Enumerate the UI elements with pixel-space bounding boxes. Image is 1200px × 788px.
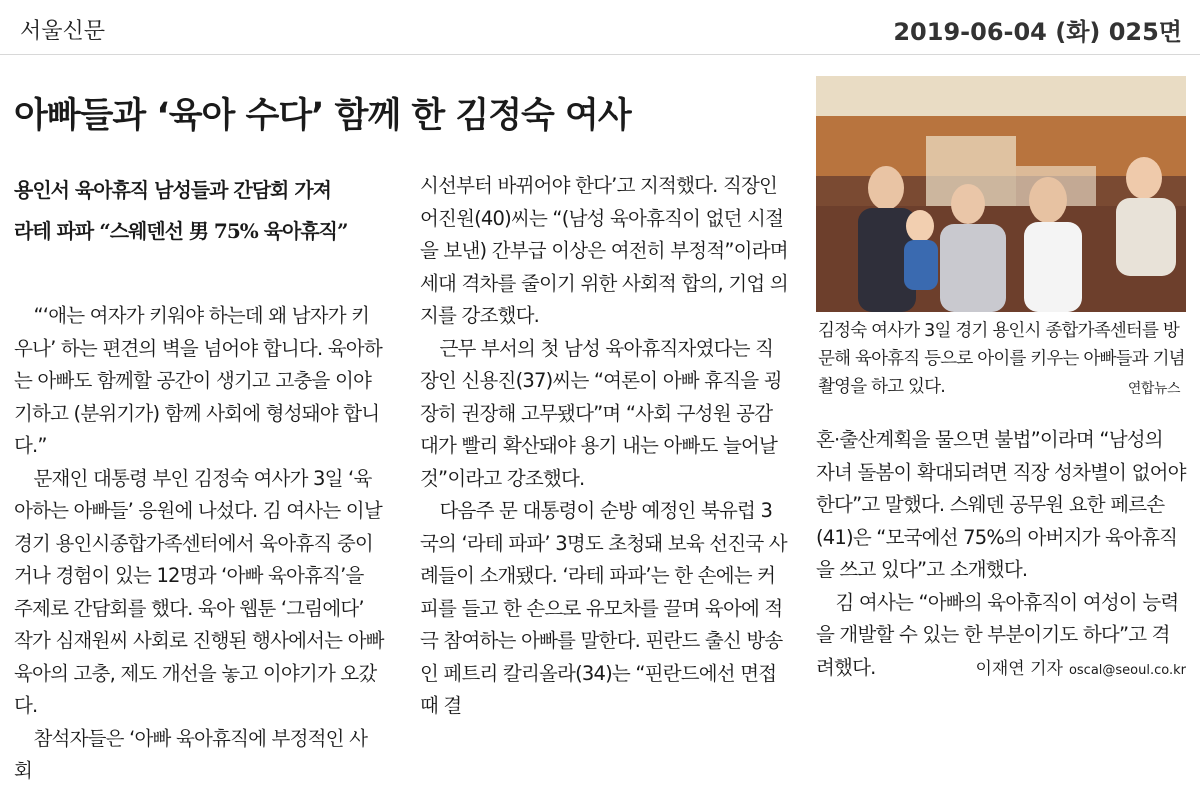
headline: 아빠들과 ‘육아 수다’ 함께 한 김정숙 여사: [14, 96, 631, 136]
subhead-1: 용인서 육아휴직 남성들과 간담회 가져: [14, 178, 331, 202]
column-2: [420, 170, 788, 723]
reporter-email: oscal@seoul.co.kr: [1068, 663, 1186, 678]
paragraph: 문재인 대통령 부인 김정숙 여사가 3일 ‘육아하는 아빠들’ 응원에 나섰다. 김 여사는 이날 경기 용인시종합가족센터에서 육아휴직 중이거나 경험이 있는 12명과 ‘아빠 육아휴직’을 주제로 간담회를 했다. 육아 웹툰 ‘그림에다’ 작가 심재원씨 사회로 진행된 행사에서는 아빠 육아의 고충, 제도 개선을 놓고 이야기가 오갔다.: [14, 466, 384, 717]
masthead-name: 서울신문: [20, 19, 106, 44]
subheads: [14, 170, 384, 252]
column-1: [14, 170, 384, 788]
news-photo: [816, 76, 1186, 312]
photo-credit: 연합뉴스: [1127, 381, 1180, 397]
paragraph: 혼·출산계획을 물으면 불법”이라며 “남성의 자녀 돌봄이 확대되려면 직장 성차별이 없어야 한다”고 말했다. 스웨덴 공무원 요한 페르손(41)은 “모국에선 75%의 아버지가 육아휴직을 쓰고 있다”고 소개했다.: [816, 428, 1186, 581]
paragraph: 다음주 문 대통령이 순방 예정인 북유럽 3국의 ‘라테 파파’ 3명도 초청돼 보육 선진국 사례들이 소개됐다. ‘라테 파파’는 한 손에는 커피를 들고 한 손으로 유모차를 끌며 육아에 적극 참여하는 아빠를 말한다. 핀란드 출신 방송인 페트리 칼리올라(34)는 “핀란드에선 면접 때 결: [420, 499, 787, 717]
paragraph: 근무 부서의 첫 남성 육아휴직자였다는 직장인 신용진(37)씨는 “여론이 아빠 휴직을 굉장히 권장해 고무됐다”며 “사회 구성원 공감대가 빨리 확산돼야 용기 내는 아빠도 늘어날 것”이라고 강조했다.: [420, 336, 782, 490]
byline: [967, 654, 1186, 679]
column-3: [816, 424, 1186, 684]
subhead-2: 라테 파파 “스웨덴선 男 75% 육아휴직”: [14, 219, 348, 243]
paragraph: 참석자들은 ‘아빠 육아휴직에 부정적인 사회: [14, 726, 368, 782]
header-divider: [0, 54, 1200, 55]
photo-caption: 김정숙 여사가 3일 경기 용인시 종합가족센터를 방문해 육아휴직 등으로 아이를 키우는 아빠들과 기념촬영을 하고 있다.: [818, 321, 1185, 397]
reporter-name: 이재연 기자: [975, 659, 1063, 679]
paragraph: 시선부터 바뀌어야 한다’고 지적했다. 직장인 어진원(40)씨는 “(남성 육아휴직이 없던 시절을 보낸) 간부급 이상은 여전히 부정적”이라며 세대 격차를 줄이기 위한 사회적 합의, 기업 의지를 강조했다.: [420, 174, 788, 327]
paragraph: “‘애는 여자가 키워야 하는데 왜 남자가 키우나’ 하는 편견의 벽을 넘어야 합니다. 육아하는 아빠도 함께할 공간이 생기고 고충을 이야기하고 (분위기가) 함께 사회에 형성돼야 합니다.”: [14, 304, 382, 457]
date-page-label: 2019-06-04 (화) 025면: [893, 18, 1182, 46]
paragraph: 김 여사는 “아빠의 육아휴직이 여성이 능력을 개발할 수 있는 한 부분이기도 하다”고 격려했다.: [816, 590, 1179, 679]
